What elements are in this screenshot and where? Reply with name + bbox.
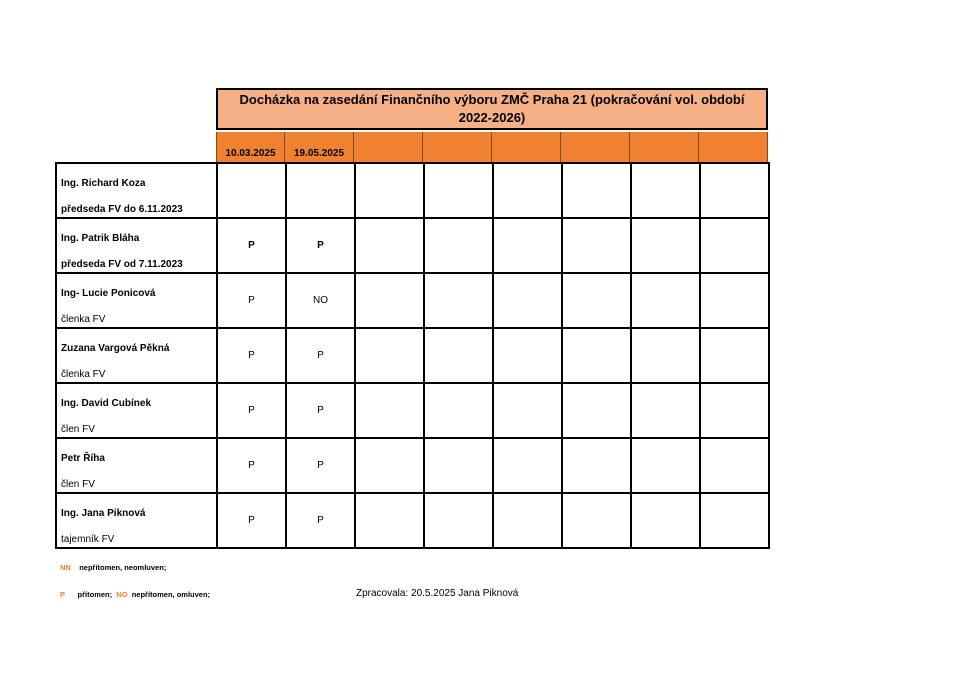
attendance-mark: P — [217, 438, 286, 493]
member-cell — [56, 493, 217, 548]
member-row — [56, 328, 769, 383]
prepared-by: Zpracovala: 20.5.2025 Jana Piknová — [356, 588, 519, 599]
legend-p-no — [60, 590, 210, 599]
date-header-cell — [423, 132, 492, 162]
attendance-mark — [562, 328, 631, 383]
legend-p-text: přítomen; — [77, 590, 113, 599]
date-header-row — [216, 132, 768, 162]
attendance-mark — [493, 383, 562, 438]
attendance-mark — [493, 438, 562, 493]
attendance-table — [55, 162, 770, 549]
attendance-mark: P — [217, 328, 286, 383]
attendance-mark — [286, 163, 355, 218]
attendance-mark — [562, 493, 631, 548]
member-role: členka FV — [61, 369, 106, 380]
attendance-mark — [700, 493, 769, 548]
attendance-mark — [424, 328, 493, 383]
member-row — [56, 493, 769, 548]
member-name: Ing. Jana Piknová — [61, 508, 146, 519]
date-header-cell — [630, 132, 699, 162]
attendance-mark — [631, 328, 700, 383]
legend-no-code: NO — [116, 590, 128, 599]
attendance-mark — [424, 438, 493, 493]
member-role: člen FV — [61, 424, 95, 435]
date-header-cell — [561, 132, 630, 162]
attendance-mark — [355, 273, 424, 328]
member-cell — [56, 438, 217, 493]
attendance-mark — [562, 438, 631, 493]
attendance-mark — [700, 163, 769, 218]
date-header-cell — [699, 132, 768, 162]
member-role: předseda FV do 6.11.2023 — [61, 204, 183, 215]
attendance-mark — [424, 383, 493, 438]
attendance-mark — [562, 163, 631, 218]
member-role: předseda FV od 7.11.2023 — [61, 259, 183, 270]
attendance-mark: P — [286, 218, 355, 273]
attendance-mark — [700, 218, 769, 273]
attendance-mark — [631, 493, 700, 548]
attendance-mark — [493, 493, 562, 548]
member-cell — [56, 383, 217, 438]
attendance-mark — [493, 328, 562, 383]
attendance-mark: P — [217, 273, 286, 328]
member-cell — [56, 273, 217, 328]
attendance-mark — [631, 163, 700, 218]
member-row — [56, 273, 769, 328]
member-cell — [56, 218, 217, 273]
attendance-mark — [631, 383, 700, 438]
attendance-mark — [631, 218, 700, 273]
attendance-mark — [424, 273, 493, 328]
attendance-mark — [700, 383, 769, 438]
member-role: tajemník FV — [61, 534, 115, 545]
member-name: Zuzana Vargová Pěkná — [61, 343, 170, 354]
attendance-mark — [631, 438, 700, 493]
sheet-title: Docházka na zasedání Finančního výboru ZMČ Praha 21 (pokračování vol. období 2022-2026) — [216, 88, 768, 130]
attendance-mark: P — [217, 493, 286, 548]
legend-nn-text: nepřítomen, neomluven; — [79, 563, 167, 572]
attendance-mark: NO — [286, 273, 355, 328]
member-name: Ing. David Cubínek — [61, 398, 152, 409]
attendance-mark — [355, 163, 424, 218]
attendance-mark — [493, 273, 562, 328]
date-header-cell: 10.03.2025 — [216, 132, 285, 162]
member-row — [56, 383, 769, 438]
member-cell — [56, 163, 217, 218]
attendance-mark — [631, 273, 700, 328]
legend-no-text: nepřítomen, omluven; — [131, 590, 211, 599]
member-cell — [56, 328, 217, 383]
member-name: Ing. Patrik Bláha — [61, 233, 140, 244]
attendance-mark — [562, 218, 631, 273]
member-name: Ing. Richard Koza — [61, 178, 146, 189]
attendance-mark: P — [217, 383, 286, 438]
attendance-mark: P — [217, 218, 286, 273]
attendance-mark — [355, 328, 424, 383]
attendance-mark: P — [286, 383, 355, 438]
attendance-mark — [355, 493, 424, 548]
attendance-mark: P — [286, 328, 355, 383]
legend-nn-code: NN — [60, 563, 71, 572]
attendance-mark — [700, 328, 769, 383]
member-row — [56, 438, 769, 493]
attendance-mark — [493, 218, 562, 273]
legend-nn — [60, 563, 166, 572]
member-role: členka FV — [61, 314, 106, 325]
attendance-mark: P — [286, 493, 355, 548]
attendance-mark — [217, 163, 286, 218]
attendance-mark — [424, 163, 493, 218]
member-name: Ing- Lucie Ponicová — [61, 288, 156, 299]
attendance-mark: P — [286, 438, 355, 493]
date-header-cell: 19.05.2025 — [285, 132, 354, 162]
member-name: Petr Říha — [61, 453, 105, 464]
attendance-mark — [355, 218, 424, 273]
legend-p-code: P — [60, 590, 66, 599]
date-header-cell — [354, 132, 423, 162]
attendance-mark — [562, 273, 631, 328]
attendance-mark — [493, 163, 562, 218]
attendance-mark — [355, 383, 424, 438]
attendance-mark — [700, 438, 769, 493]
attendance-mark — [562, 383, 631, 438]
member-row — [56, 163, 769, 218]
attendance-mark — [700, 273, 769, 328]
member-row — [56, 218, 769, 273]
attendance-mark — [424, 493, 493, 548]
attendance-mark — [424, 218, 493, 273]
member-role: člen FV — [61, 479, 95, 490]
date-header-cell — [492, 132, 561, 162]
attendance-mark — [355, 438, 424, 493]
